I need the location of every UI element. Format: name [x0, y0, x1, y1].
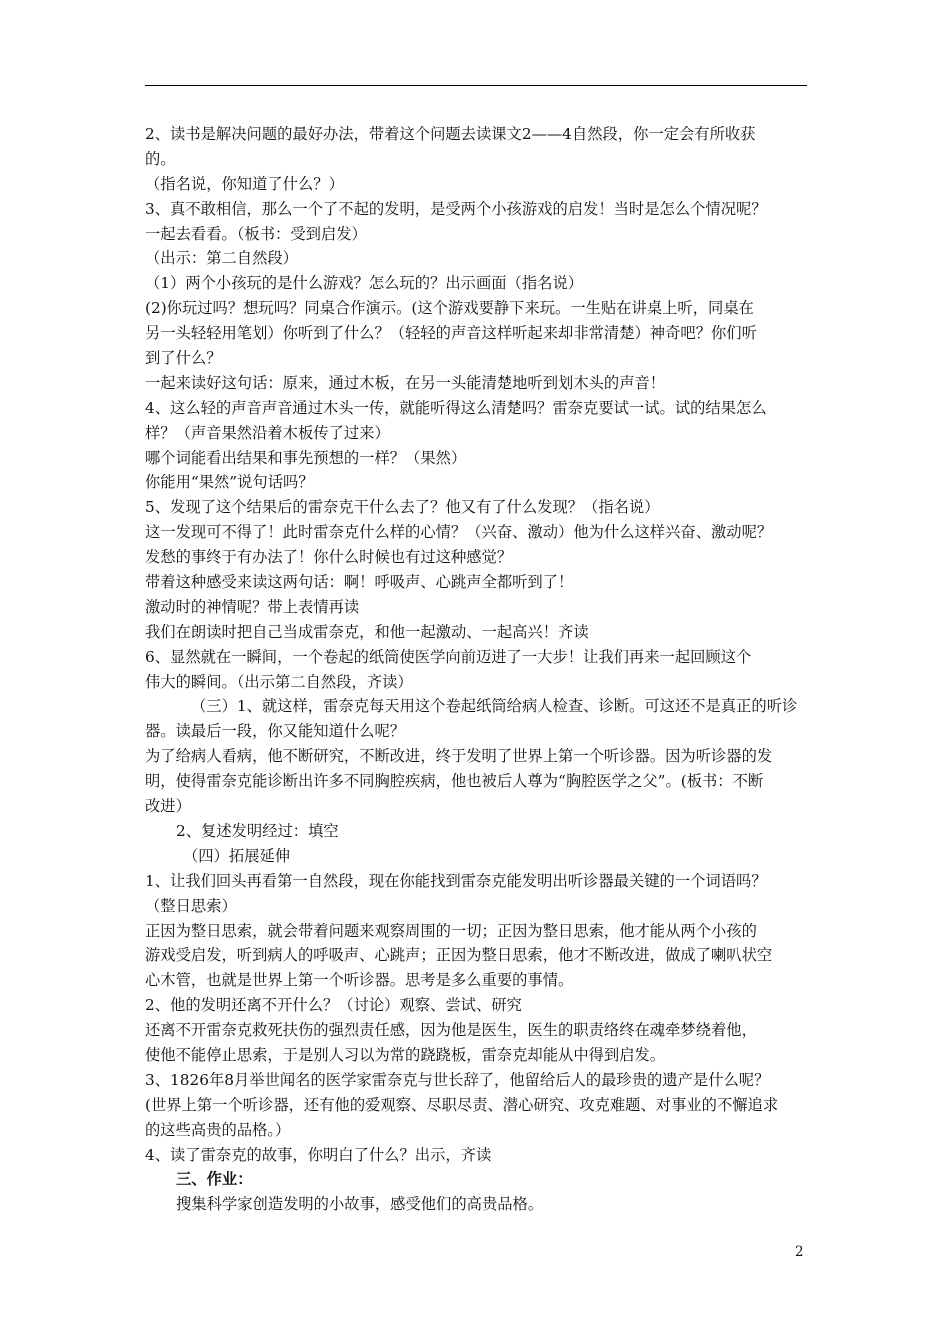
text-line: 带着这种感受来读这两句话：啊！呼吸声、心跳声全都听到了！	[145, 573, 574, 592]
text-line: 另一头轻轻用笔划）你听到了什么？（轻轻的声音这样听起来却非常清楚）神奇吧？你们听	[145, 324, 757, 343]
text-line: （1）两个小孩玩的是什么游戏？怎么玩的？出示画面（指名说）	[145, 274, 584, 293]
text-line: 心木管，也就是世界上第一个听诊器。思考是多么重要的事情。	[145, 971, 574, 990]
text-line: 哪个词能看出结果和事先预想的一样？（果然）	[145, 448, 467, 467]
text-line: 2、复述发明经过：填空	[176, 821, 339, 840]
text-line: 一起来读好这句话：原来，通过木板，在另一头能清楚地听到划木头的声音！	[145, 373, 666, 392]
text-line: 改进）	[145, 797, 191, 816]
text-line: 到了什么？	[145, 349, 222, 368]
section-three-heading-line: （三）1、就这样，雷奈克每天用这个卷起纸筒给病人检查、诊断。可这还不是真正的听诊	[191, 697, 798, 716]
text-line: 使他不能停止思索，于是别人习以为常的跷跷板，雷奈克却能从中得到启发。	[145, 1045, 666, 1064]
text-line: 正因为整日思索，就会带着问题来观察周围的一切；正因为整日思索，他才能从两个小孩的	[145, 921, 757, 940]
text-line: 4、这么轻的声音声音通过木头一传，就能听得这么清楚吗？雷奈克要试一试。试的结果怎么	[145, 398, 767, 417]
text-line: 一起去看看。（板书：受到启发）	[145, 224, 367, 243]
text-line: 的这些高贵的品格。）	[145, 1120, 291, 1139]
text-line: （出示：第二自然段）	[145, 249, 298, 268]
text-line: 你能用“果然”说句话吗？	[145, 473, 314, 492]
text-line: （指名说，你知道了什么？）	[145, 174, 344, 193]
text-line: 这一发现可不得了！此时雷奈克什么样的心情？（兴奋、激动）他为什么这样兴奋、激动呢？	[145, 523, 773, 542]
document-body	[145, 122, 813, 1217]
header-rule	[145, 85, 807, 86]
text-line: 2、他的发明还离不开什么？（讨论）观察、尝试、研究	[145, 996, 522, 1015]
text-line: 我们在朗读时把自己当成雷奈克，和他一起激动、一起高兴！齐读	[145, 622, 589, 641]
text-line: 发愁的事终于有办法了！你什么时候也有过这种感觉？	[145, 548, 513, 567]
text-line: （整日思索）	[145, 896, 237, 915]
text-line: 6、显然就在一瞬间，一个卷起的纸筒使医学向前迈进了一大步！让我们再来一起回顾这个	[145, 647, 752, 666]
text-line: (2)你玩过吗？想玩吗？同桌合作演示。(这个游戏要静下来玩。一生贴在讲桌上听，同桌在	[145, 299, 754, 318]
homework-heading: 三、作业：	[176, 1170, 253, 1189]
text-line: 伟大的瞬间。（出示第二自然段，齐读）	[145, 672, 413, 691]
text-line: 5、发现了这个结果后的雷奈克干什么去了？他又有了什么发现？（指名说）	[145, 498, 660, 517]
text-line: 游戏受启发，听到病人的呼吸声、心跳声；正因为整日思索，他才不断改进，做成了喇叭状空	[145, 946, 773, 965]
page-number: 2	[795, 1244, 804, 1260]
homework-text: 搜集科学家创造发明的小故事，感受他们的高贵品格。	[176, 1195, 544, 1214]
text-line: 还离不开雷奈克救死扶伤的强烈责任感，因为他是医生，医生的职责络终在魂牵梦绕着他，	[145, 1021, 757, 1040]
section-four-heading: （四）拓展延伸	[183, 846, 291, 865]
text-line: 3、1826年8月举世闻名的医学家雷奈克与世长辞了，他留给后人的最珍贵的遗产是什么呢？	[145, 1070, 770, 1089]
text-line: 2、读书是解决问题的最好办法，带着这个问题去读课文2——4自然段，你一定会有所收获	[145, 125, 756, 143]
text-line: 器。读最后一段，你又能知道什么呢？	[145, 722, 406, 741]
text-line: 为了给病人看病，他不断研究，不断改进，终于发明了世界上第一个听诊器。因为听诊器的发	[145, 747, 773, 766]
text-line: 激动时的神情呢？带上表情再读	[145, 597, 360, 616]
text-line: 明，使得雷奈克能诊断出许多不同胸腔疾病，他也被后人尊为“胸腔医学之父”。(板书：不断	[145, 772, 764, 791]
text-line: 3、真不敢相信，那么一个了不起的发明，是受两个小孩游戏的启发！当时是怎么个情况呢？	[145, 199, 767, 218]
text-line: 样？（声音果然沿着木板传了过来）	[145, 423, 390, 442]
text-line: 1、让我们回头再看第一自然段，现在你能找到雷奈克能发明出听诊器最关键的一个词语吗？	[145, 871, 767, 890]
text-line: 4、读了雷奈克的故事，你明白了什么？出示，齐读	[145, 1145, 492, 1164]
text-line: (世界上第一个听诊器，还有他的爱观察、尽职尽责、潜心研究、攻克难题、对事业的不懈追求	[145, 1095, 779, 1114]
text-line: 的。	[145, 149, 176, 168]
